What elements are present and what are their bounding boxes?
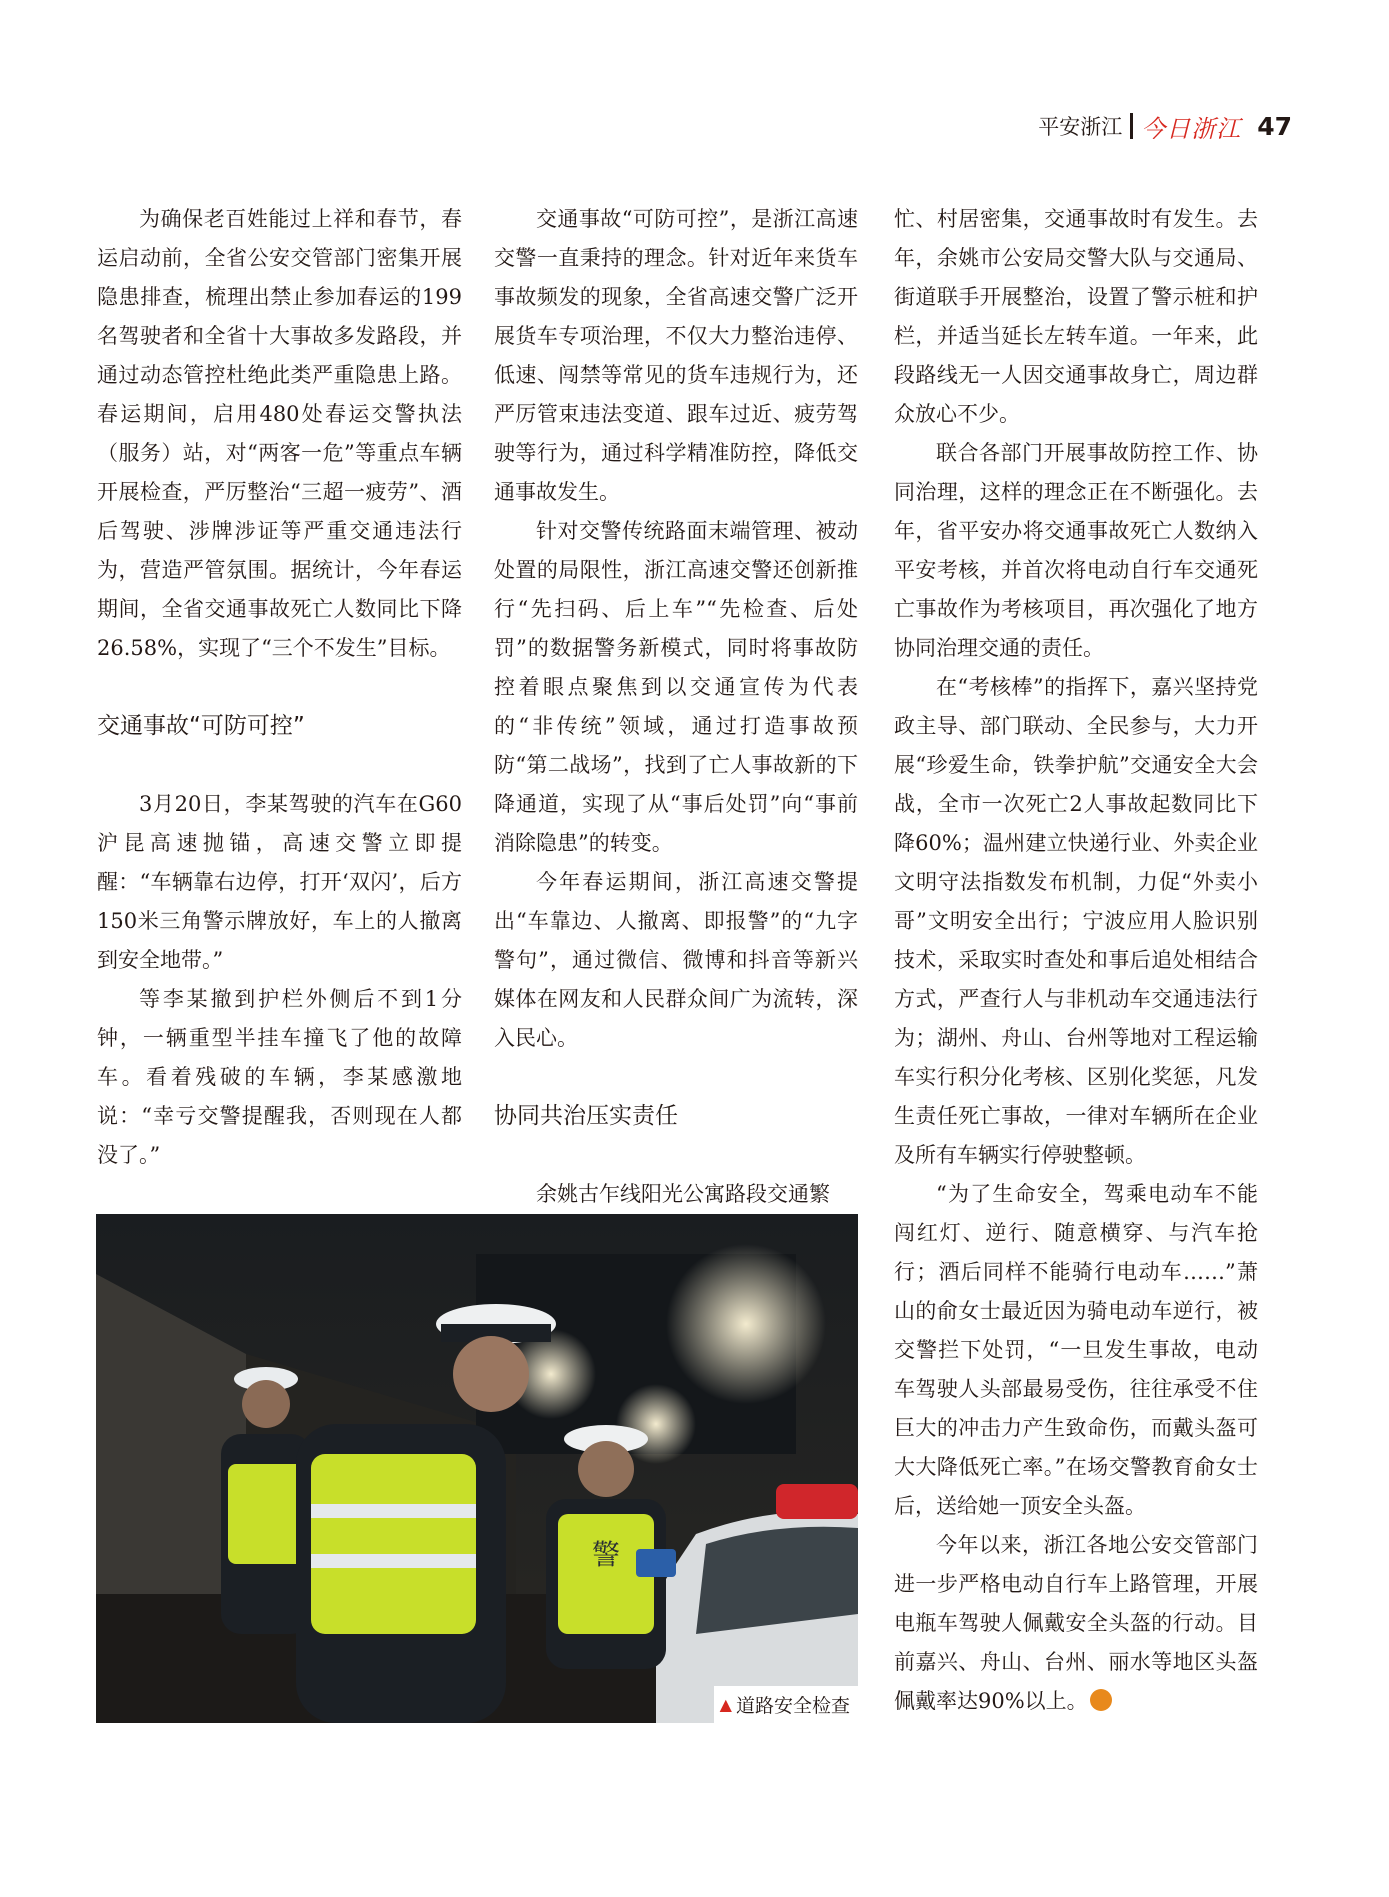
paragraph: 忙、村居密集，交通事故时有发生。去年，余姚市公安局交警大队与交通局、街道联手开展整治，设置了警示桩和护栏，并适当延长左转车道。一年来，此段路线无一人因交通事故身亡，周边群众放心不少。 bbox=[894, 207, 1258, 426]
vest-badge-text: 警 bbox=[591, 1538, 621, 1571]
photo-caption bbox=[714, 1686, 858, 1723]
article-column-3 bbox=[894, 200, 1258, 1721]
paragraph-text: 今年以来，浙江各地公安交管部门进一步严格电动自行车上路管理，开展电瓶车驾驶人佩戴安全头盔的行动。目前嘉兴、舟山、台州、丽水等地区头盔佩戴率达90%以上。 bbox=[894, 1533, 1258, 1713]
paragraph: 针对交警传统路面末端管理、被动处置的局限性，浙江高速交警还创新推行“先扫码、后上车”“先检查、后处罚”的数据警务新模式，同时将事故防控着眼点聚焦到以交通宣传为代表的“非传统”领域，通过打造事故预防“第二战场”，找到了亡人事故新的下降通道，实现了从“事后处罚”向“事前消除隐患”的转变。 bbox=[494, 519, 858, 855]
paragraph: 余姚古乍线阳光公寓路段交通繁 bbox=[536, 1182, 830, 1206]
paragraph: 联合各部门开展事故防控工作、协同治理，这样的理念正在不断强化。去年，省平安办将交通事故死亡人数纳入平安考核，并首次将电动自行车交通死亡事故作为考核项目，再次强化了地方协同治理交通的责任。 bbox=[894, 441, 1258, 660]
magazine-logo: 今日浙江 bbox=[1141, 114, 1242, 143]
news-photo bbox=[96, 1214, 858, 1723]
police-checkpoint-illustration bbox=[96, 1214, 858, 1723]
article-column-2 bbox=[494, 200, 858, 1214]
triangle-icon: ▲ bbox=[719, 1695, 732, 1714]
paragraph: “为了生命安全，驾乘电动车不能闯红灯、逆行、随意横穿、与汽车抢行；酒后同样不能骑行电动车……”萧山的俞女士最近因为骑电动车逆行，被交警拦下处罚，“一旦发生事故，电动车驾驶人头部最易受伤，往往承受不住巨大的冲击力产生致命伤，而戴头盔可大大降低死亡率。”在场交警教育俞女士后，送给她一顶安全头盔。 bbox=[894, 1182, 1258, 1518]
section-title: 平安浙江 bbox=[1038, 115, 1123, 139]
header-divider bbox=[1130, 113, 1133, 139]
page-number: 47 bbox=[1257, 111, 1292, 141]
end-mark-icon bbox=[1090, 1689, 1112, 1711]
paragraph: 今年春运期间，浙江高速交警提出“车靠边、人撤离、即报警”的“九字警句”，通过微信、微博和抖音等新兴媒体在网友和人民群众间广为流转，深入民心。 bbox=[494, 870, 858, 1050]
paragraph bbox=[894, 1526, 1258, 1721]
paragraph: 交通事故“可防可控”，是浙江高速交警一直秉持的理念。针对近年来货车事故频发的现象，全省高速交警广泛开展货车专项治理，不仅大力整治违停、低速、闯禁等常见的货车违规行为，还严厉管束违法变道、跟车过近、疲劳驾驶等行为，通过科学精准防控，降低交通事故发生。 bbox=[494, 207, 858, 504]
page-header bbox=[1038, 108, 1292, 144]
caption-text: 道路安全检查 bbox=[735, 1695, 850, 1717]
paragraph: 3月20日，李某驾驶的汽车在G60沪昆高速抛锚，高速交警立即提醒：“车辆靠右边停，打开‘双闪’，后方150米三角警示牌放好，车上的人撤离到安全地带。” bbox=[97, 792, 462, 972]
section-heading: 协同共治压实责任 bbox=[494, 1103, 678, 1129]
paragraph: 等李某撤到护栏外侧后不到1分钟，一辆重型半挂车撞飞了他的故障车。看着残破的车辆，李某感激地说：“幸亏交警提醒我，否则现在人都没了。” bbox=[97, 987, 462, 1167]
paragraph: 在“考核棒”的指挥下，嘉兴坚持党政主导、部门联动、全民参与，大力开展“珍爱生命，铁拳护航”交通安全大会战，全市一次死亡2人事故起数同比下降60%；温州建立快递行业、外卖企业文明守法指数发布机制，力促“外卖小哥”文明安全出行；宁波应用人脸识别技术，采取实时查处和事后追处相结合方式，严查行人与非机动车交通违法行为；湖州、舟山、台州等地对工程运输车实行积分化考核、区别化奖惩，凡发生责任死亡事故，一律对车辆所在企业及所有车辆实行停驶整顿。 bbox=[894, 675, 1258, 1167]
section-heading: 交通事故“可防可控” bbox=[97, 713, 305, 739]
article-column-1 bbox=[97, 200, 462, 1175]
paragraph: 为确保老百姓能过上祥和春节，春运启动前，全省公安交管部门密集开展隐患排查，梳理出禁止参加春运的199名驾驶者和全省十大事故多发路段，并通过动态管控杜绝此类严重隐患上路。春运期间，启用480处春运交警执法（服务）站，对“两客一危”等重点车辆开展检查，严厉整治“三超一疲劳”、酒后驾驶、涉牌涉证等严重交通违法行为，营造严管氛围。据统计，今年春运期间，全省交通事故死亡人数同比下降26.58%，实现了“三个不发生”目标。 bbox=[97, 207, 462, 660]
